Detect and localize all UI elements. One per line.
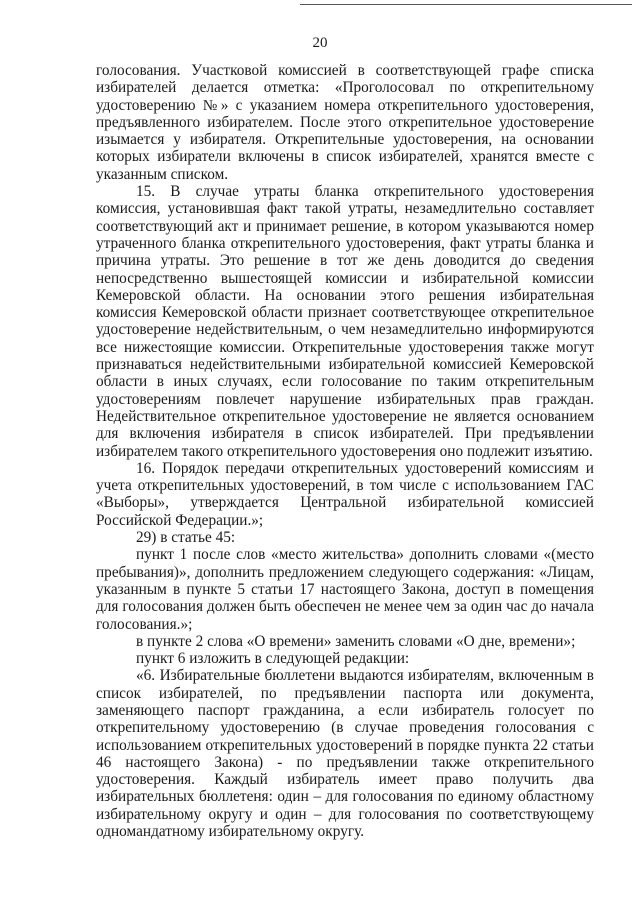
page-number: 20 <box>312 35 328 51</box>
paragraph-point-1: пункт 1 после слов «место жительства» дополнить словами «(место пребывания)», дополнить предложением следующего содержания: «Лицам, указанным в пункте 5 статьи 17 настоящего Закона, доступ в помещения для голосования должен быть обеспечен не менее чем за один час до начала голосования.»; <box>96 546 594 633</box>
paragraph-15: 15. В случае утраты бланка открепительного удостоверения комиссия, установившая факт такой утраты, незамедлительно составляет соответствующий акт и принимает решение, в котором указываются номер утраченного бланка открепительного удостоверения, факт утраты бланка и причина утраты. Это решение в тот же день доводится до сведения непосредственно вышестоящей комиссии и избирательной комиссии Кемеровской области. На основании этого решения избирательная комиссия Кемеровской области признает соответствующее открепительное удостоверение недействительным, о чем незамедлительно информируются все нижестоящие комиссии. Открепительные удостоверения также могут признаваться недействительными избирательной комиссией Кемеровской области в иных случаях, если голосование по таким открепительным удостоверениям повлечет нарушение избирательных прав граждан. Недействительное открепительное удостоверение не является основанием для включения избирателя в список избирателей. При предъявлении избирателем такого открепительного удостоверения оно подлежит изъятию. <box>96 183 594 460</box>
paragraph-point-6-text: «6. Избирательные бюллетени выдаются избирателям, включенным в список избирателей, по предъявлении паспорта или документа, заменяющего паспорт гражданина, а если избиратель голосует по открепительному удостоверению (в случае проведения голосования с использованием открепительных удостоверений в порядке пункта 22 статьи 46 настоящего Закона) - по предъявлении также открепительного удостоверения. Каждый избиратель имеет право получить два избирательных бюллетеня: один – для голосования по единому областному избирательному округу и один – для голосования по соответствующему одномандатному избирательному округу. <box>96 667 594 841</box>
paragraph-16: 16. Порядок передачи открепительных удостоверений комиссиям и учета открепительных удостоверений, в том числе с использованием ГАС «Выборы», утверждается Центральной избирательной комиссией Российской Федерации.»; <box>96 459 594 529</box>
top-rule <box>300 4 632 5</box>
paragraph-point-6-intro: пункт 6 изложить в следующей редакции: <box>136 650 410 668</box>
paragraph-continuation: голосования. Участковой комиссией в соответствующей графе списка избирателей делается отметка: «Проголосовал по открепительному удостоверению №» с указанием номера открепительного удостоверения, предъявленного избирателем. После этого открепительное удостоверение изымается у избирателя. Открепительные удостоверения, на основании которых избиратели включены в список избирателей, хранятся вместе с указанным списком. <box>96 62 594 183</box>
paragraph-point-2: в пункте 2 слова «О времени» заменить словами «О дне, времени»; <box>136 632 576 650</box>
document-body <box>96 62 594 840</box>
paragraph-item-29: 29) в статье 45: <box>136 529 236 547</box>
